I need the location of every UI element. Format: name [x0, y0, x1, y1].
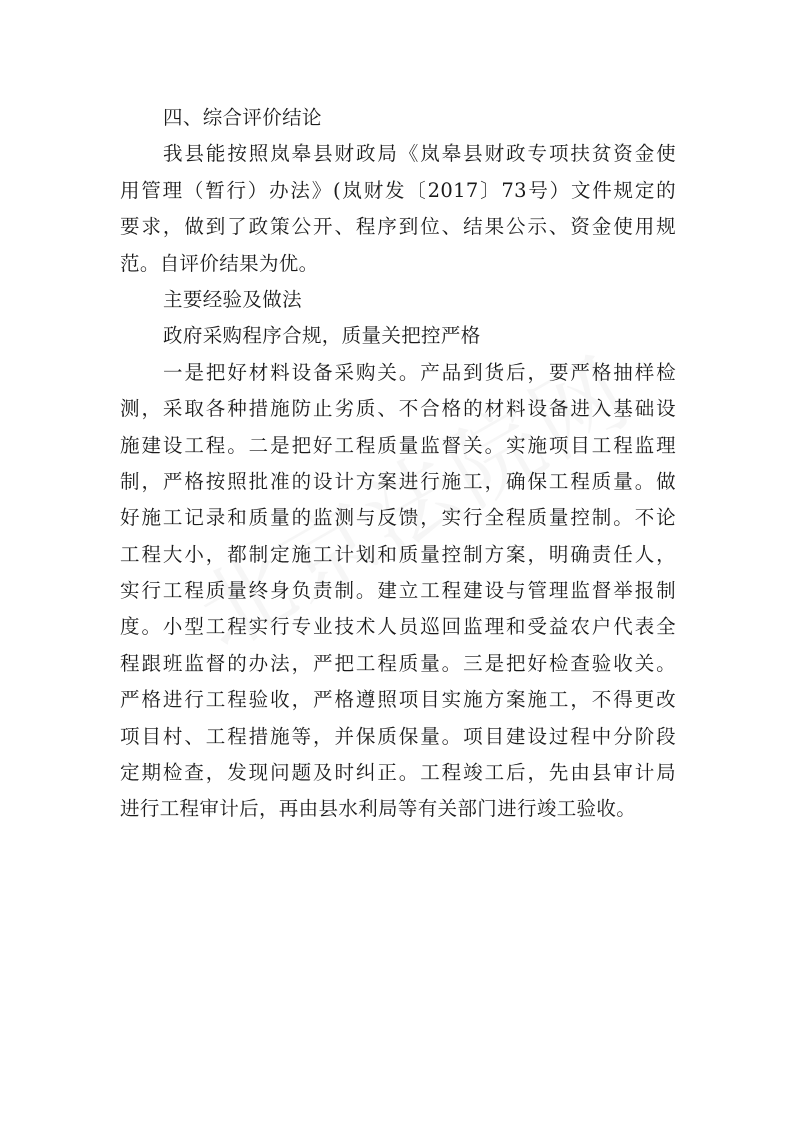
subheading: 政府采购程序合规，质量关把控严格	[163, 324, 481, 348]
paragraph-line: 用管理（暂行）办法》(岚财发〔2017〕73号）文件规定的	[120, 178, 676, 202]
paragraph-line: 实行工程质量终身负责制。建立工程建设与管理监督举报制	[120, 579, 676, 603]
paragraph-line: 要求，做到了政策公开、程序到位、结果公示、资金使用规	[120, 215, 676, 239]
paragraph-line: 定期检查，发现问题及时纠正。工程竣工后，先由县审计局	[120, 761, 676, 785]
paragraph-line: 度。小型工程实行专业技术人员巡回监理和受益农户代表全	[120, 615, 676, 639]
paragraph-line: 好施工记录和质量的监测与反馈，实行全程质量控制。不论	[120, 506, 676, 530]
subheading: 主要经验及做法	[163, 287, 302, 311]
paragraph-line: 工程大小，都制定施工计划和质量控制方案，明确责任人，	[120, 542, 676, 566]
paragraph-line: 项目村、工程措施等，并保质保量。项目建设过程中分阶段	[120, 724, 676, 748]
paragraph-line: 施建设工程。二是把好工程质量监督关。实施项目工程监理	[120, 433, 676, 457]
paragraph-line: 范。自评价结果为优。	[120, 251, 319, 275]
paragraph-line: 严格进行工程验收，严格遵照项目实施方案施工，不得更改	[120, 688, 676, 712]
paragraph-line: 进行工程审计后，再由县水利局等有关部门进行竣工验收。	[120, 797, 637, 821]
paragraph-line: 制，严格按照批准的设计方案进行施工，确保工程质量。做	[120, 469, 676, 493]
section-heading: 四、综合评价结论	[163, 106, 322, 129]
document-body	[120, 100, 676, 828]
paragraph-line: 测，采取各种措施防止劣质、不合格的材料设备进入基础设	[120, 397, 676, 421]
paragraph-line: 一是把好材料设备采购关。产品到货后，要严格抽样检	[163, 360, 676, 384]
paragraph-line: 我县能按照岚皋县财政局《岚皋县财政专项扶贫资金使	[163, 142, 676, 166]
paragraph-line: 程跟班监督的办法，严把工程质量。三是把好检查验收关。	[120, 651, 676, 675]
